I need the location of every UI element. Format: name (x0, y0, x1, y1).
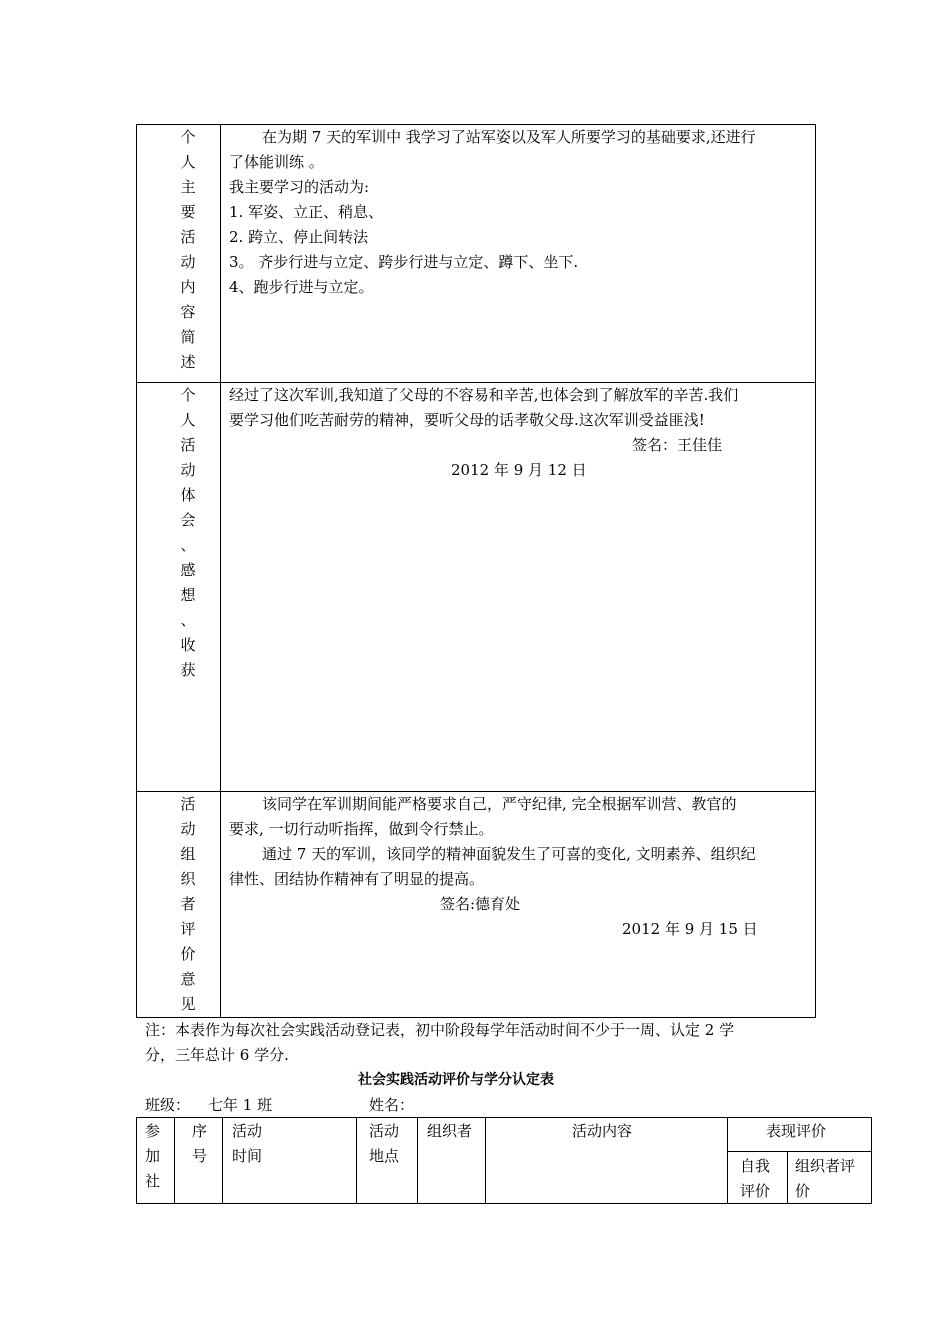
section2-line1: 经过了这次军训,我知道了父母的不容易和辛苦,也体会到了解放军的辛苦.我们 (229, 386, 739, 404)
header-participate-1: 参 (145, 1122, 161, 1140)
section2-label-char: 、 (180, 611, 196, 629)
section2-label-char: 活 (180, 436, 196, 454)
header-participate-3: 社 (145, 1172, 161, 1190)
section3-line4: 律性、团结协作精神有了明显的提高。 (229, 870, 485, 888)
table1-column-divider (220, 124, 221, 1018)
table2-title: 社会实践活动评价与学分认定表 (358, 1072, 554, 1088)
table2-col-divider-3 (356, 1117, 357, 1204)
section2-label-char: 体 (180, 486, 196, 504)
section1-label-char: 述 (180, 353, 196, 371)
section3-line1: 该同学在军训期间能严格要求自己，严守纪律, 完全根据军训营、教官的 (262, 795, 737, 813)
section1-label-char: 简 (180, 328, 196, 346)
section2-label-char: 、 (180, 536, 196, 554)
section1-para1-line2: 了体能训练 。 (229, 153, 324, 171)
header-time-1: 活动 (232, 1122, 263, 1140)
note-line1: 注：本表作为每次社会实践活动登记表，初中阶段每学年活动时间不少于一周、认定 2 学 (145, 1021, 735, 1039)
section1-label-char: 人 (180, 153, 196, 171)
section2-date: 2012 年 9 月 12 日 (451, 461, 587, 479)
section1-item3: 3。 齐步行进与立定、跨步行进与立定、蹲下、坐下. (229, 253, 579, 271)
table2-col-divider-7 (787, 1152, 788, 1204)
section3-label-char: 价 (180, 945, 196, 963)
name-label: 姓名： (369, 1096, 415, 1114)
section2-vertical-label (172, 383, 204, 683)
section3-label-char: 评 (180, 920, 196, 938)
header-content: 活动内容 (572, 1122, 633, 1140)
header-performance: 表现评价 (766, 1122, 827, 1140)
header-participate-2: 加 (145, 1147, 161, 1165)
section1-label-char: 要 (180, 203, 196, 221)
section1-label-char: 内 (180, 278, 196, 296)
section1-vertical-label (172, 125, 204, 375)
section1-intro: 我主要学习的活动为: (229, 178, 370, 196)
header-self-eval-1: 自我 (740, 1157, 771, 1175)
header-location-2: 地点 (369, 1147, 400, 1165)
section3-line2: 要求, 一切行动听指挥，做到令行禁止。 (229, 820, 494, 838)
table2-sub-divider (727, 1151, 872, 1152)
note-line2: 分，三年总计 6 学分. (145, 1046, 289, 1064)
section2-line2: 要学习他们吃苦耐劳的精神，要听父母的话孝敬父母.这次军训受益匪浅! (229, 411, 705, 429)
table2-top-border (136, 1117, 872, 1118)
table1-left-border (136, 124, 137, 1018)
section3-vertical-label (172, 792, 204, 1017)
header-seq-2: 号 (192, 1147, 208, 1165)
section1-label-char: 个 (180, 128, 196, 146)
section1-para1-line1: 在为期 7 天的军训中 我学习了站军姿以及军人所要学习的基础要求,还进行 (262, 128, 756, 146)
header-seq-1: 序 (192, 1122, 208, 1140)
table2-right-border (871, 1117, 872, 1204)
table2-col-divider-2 (222, 1117, 223, 1204)
section1-item4: 4、跑步行进与立定。 (229, 278, 374, 296)
table2-left-border (136, 1117, 137, 1204)
section1-label-char: 活 (180, 228, 196, 246)
section1-item2: 2. 跨立、停止间转法 (229, 228, 369, 246)
section3-label-char: 见 (180, 995, 196, 1013)
section3-label-char: 动 (180, 820, 196, 838)
class-value: 七年 1 班 (208, 1096, 273, 1114)
table1-right-border (815, 124, 816, 1018)
section1-label-char: 主 (180, 178, 196, 196)
section3-signature: 签名:德育处 (440, 895, 521, 913)
section2-label-char: 想 (180, 586, 196, 604)
table2-col-divider-6 (727, 1117, 728, 1204)
header-organizer: 组织者 (427, 1122, 473, 1140)
section2-label-char: 感 (180, 561, 196, 579)
class-label: 班级： (145, 1096, 191, 1114)
table2-col-divider-1 (174, 1117, 175, 1204)
section2-label-char: 人 (180, 411, 196, 429)
header-location-1: 活动 (369, 1122, 400, 1140)
section3-label-char: 组 (180, 845, 196, 863)
section3-label-char: 者 (180, 895, 196, 913)
section2-label-char: 获 (180, 661, 196, 679)
table2-col-divider-4 (417, 1117, 418, 1204)
section2-label-char: 动 (180, 461, 196, 479)
header-self-eval-2: 评价 (740, 1182, 771, 1200)
section2-signature: 签名：王佳佳 (632, 436, 723, 454)
section1-label-char: 动 (180, 253, 196, 271)
section2-label-char: 个 (180, 386, 196, 404)
section3-label-char: 活 (180, 795, 196, 813)
section3-label-char: 意 (180, 970, 196, 988)
section2-label-char: 收 (180, 636, 196, 654)
section3-date: 2012 年 9 月 15 日 (622, 920, 758, 938)
section3-label-char: 织 (180, 870, 196, 888)
table2-col-divider-5 (485, 1117, 486, 1204)
header-org-eval-2: 价 (795, 1182, 811, 1200)
section1-item1: 1. 军姿、立正、稍息、 (229, 203, 384, 221)
section3-line3: 通过 7 天的军训，该同学的精神面貌发生了可喜的变化, 文明素养、组织纪 (262, 845, 756, 863)
section1-label-char: 容 (180, 303, 196, 321)
header-org-eval-1: 组织者评 (795, 1157, 856, 1175)
header-time-2: 时间 (232, 1147, 263, 1165)
section2-label-char: 会 (180, 511, 196, 529)
